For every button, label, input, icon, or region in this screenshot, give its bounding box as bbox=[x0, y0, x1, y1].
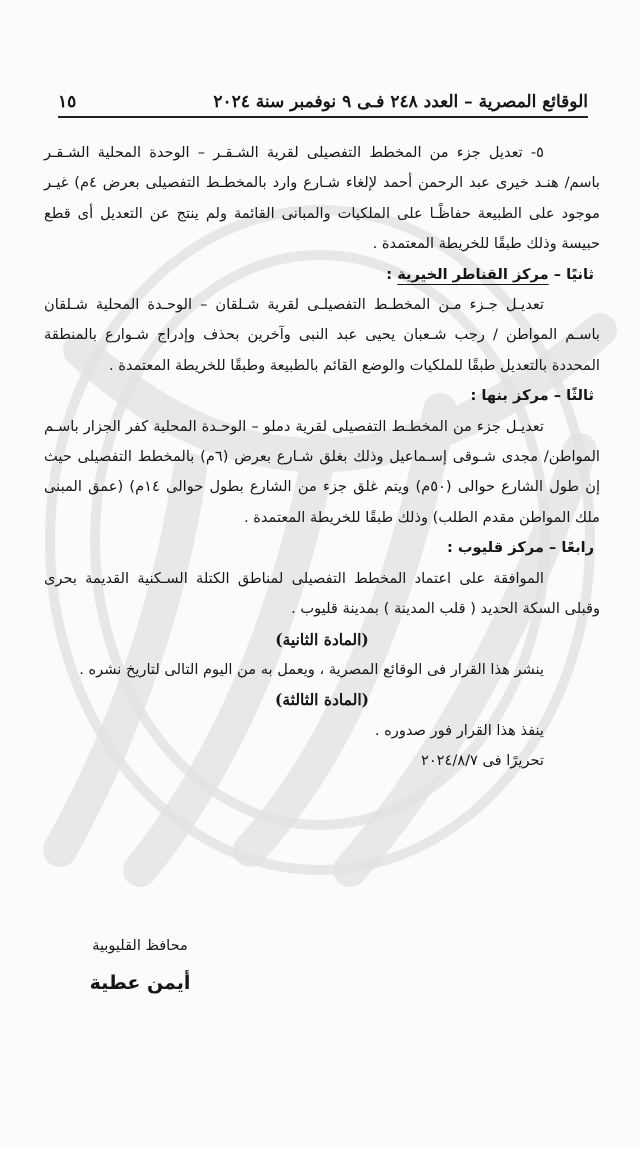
article-2-text: ينشر هذا القرار فى الوقائع المصرية ، ويعمل به من اليوم التالى لتاريخ نشره . bbox=[79, 660, 544, 678]
signatory-name: أيمن عطية bbox=[89, 972, 191, 994]
section-3-paragraph: تعديـل جزء من المخطـط التفصيلى لقرية دملو – الوحـدة المحلية كفر الجزار باسـم المواطن/ مجدى شـوقى إسـماعيل وذلك بغلق شـارع بعرض (٦م) بالمخطط التفصيلى حيث إن طول الشارع حوالى (٥٠م) ويتم غلق جزء من الشارع بطول حوالى ١٤م) (عمق المبنى ملك المواطن مقدم الطلب) وذلك طبقًا للخريطة المعتمدة . bbox=[44, 417, 600, 526]
section-2-heading-underlined: مركز القناطر الخيرية bbox=[397, 265, 549, 283]
article-3-title: (المادة الثالثة) bbox=[275, 690, 369, 710]
section-2-heading-suffix: : bbox=[386, 265, 398, 283]
section-2-heading bbox=[44, 260, 600, 290]
section-2-heading-prefix: ثانيًا – bbox=[548, 265, 594, 283]
document-body bbox=[44, 138, 600, 777]
section-2-paragraph: تعديـل جـزء مـن المخطـط التفصيلـى لقرية شـلقان – الوحـدة المحلية شـلقان باسـم المواطن / رجب شـعبان يحيى عبد النبى وآخرين بحذف وإدراج شـوارع بالمنطقة المحددة بالتعديل طبقًا للملكيات والوضع القائم بالطبيعة وطبقًا للخريطة المعتمدة . bbox=[44, 296, 600, 374]
item-5-paragraph: ٥- تعديل جزء من المخطط التفصيلى لقرية الشـقـر – الوحدة المحلية الشـقـر باسم/ هنـد خيرى عبد الرحمن أحمد لإلغاء شـارع وارد بالمخطـط التفصيلى بعرض ٤م) غيـر موجود على الطبيعة حفاظًـا على الملكيات والمبانى القائمة ولم ينتج عن التعديل أى قطع حبيسة وذلك طبقًا للخريطة المعتمدة . bbox=[44, 144, 600, 253]
article-2-title: (المادة الثانية) bbox=[275, 629, 369, 649]
gazette-title: الوقائع المصرية – العدد ٢٤٨ فـى ٩ نوفمبر سنة ٢٠٢٤ bbox=[213, 92, 588, 112]
page-number: ١٥ bbox=[58, 92, 77, 112]
section-4-paragraph: الموافقة على اعتماد المخطط التفصيلى لمناطق الكتلة السـكنية القديمة بحرى وقبلى السكة الحديد ( قلب المدينة ) بمدينة قليوب . bbox=[44, 569, 600, 618]
issue-date: تحريرًا فى ٢٠٢٤/٨/٧ bbox=[421, 752, 544, 770]
signatory-title: محافظ القليوبية bbox=[92, 938, 188, 954]
page-header bbox=[58, 84, 588, 118]
section-3-heading: ثالثًا – مركز بنها : bbox=[470, 387, 594, 405]
article-3-text: ينفذ هذا القرار فور صدوره . bbox=[374, 721, 544, 739]
section-4-heading: رابعًا – مركز قليوب : bbox=[446, 539, 594, 557]
signature-block bbox=[50, 932, 230, 994]
